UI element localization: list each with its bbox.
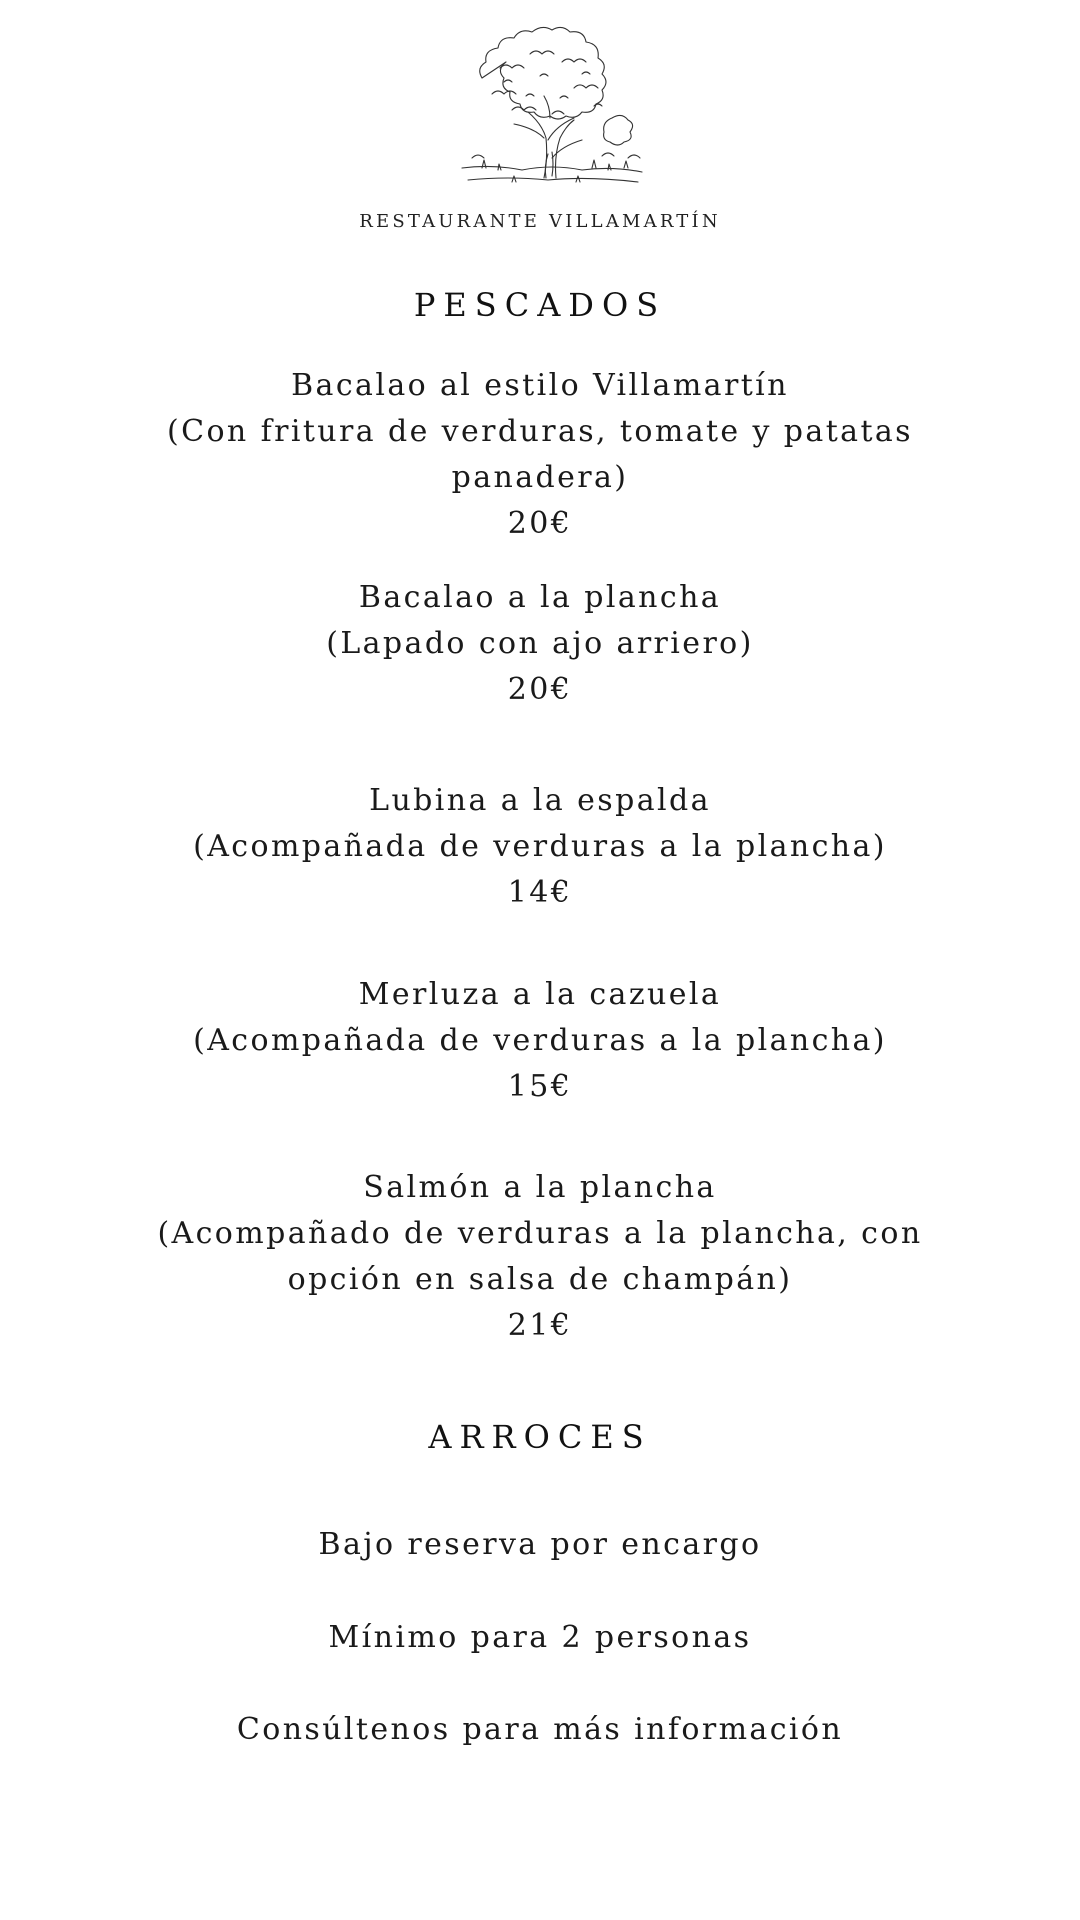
dish-description: (Acompañado de verduras a la plancha, con opción en salsa de champán) — [157, 1216, 923, 1297]
dish-name: Lubina a la espalda — [369, 783, 711, 818]
dish-price: 20€ — [507, 506, 573, 541]
dish-item — [150, 363, 930, 547]
arroces-note: Mínimo para 2 personas — [328, 1620, 752, 1655]
arroces-note: Bajo reserva por encargo — [318, 1527, 762, 1562]
dish-price: 15€ — [507, 1069, 573, 1104]
dish-description: (Acompañada de verduras a la plancha) — [193, 829, 887, 864]
dish-price: 21€ — [507, 1308, 573, 1343]
dish-description: (Con fritura de verduras, tomate y patatas panadera) — [167, 414, 913, 495]
dish-name: Bacalao a la plancha — [358, 580, 722, 615]
dish-price: 14€ — [507, 875, 573, 910]
dish-item — [150, 575, 930, 713]
oak-tree-icon — [452, 18, 652, 198]
dish-item — [150, 1165, 930, 1349]
dish-description: (Acompañada de verduras a la plancha) — [193, 1023, 887, 1058]
dish-description: (Lapado con ajo arriero) — [326, 626, 754, 661]
dish-name: Bacalao al estilo Villamartín — [291, 368, 789, 403]
arroces-note: Consúltenos para más información — [236, 1712, 844, 1747]
restaurant-name: RESTAURANTE VILLAMARTÍN — [359, 211, 721, 232]
dish-price: 20€ — [507, 672, 573, 707]
dish-item — [150, 972, 930, 1110]
section-title-arroces: ARROCES — [428, 1418, 652, 1456]
dish-item — [150, 778, 930, 916]
dish-name: Merluza a la cazuela — [358, 977, 722, 1012]
section-title-pescados: PESCADOS — [413, 286, 667, 324]
dish-name: Salmón a la plancha — [363, 1170, 717, 1205]
